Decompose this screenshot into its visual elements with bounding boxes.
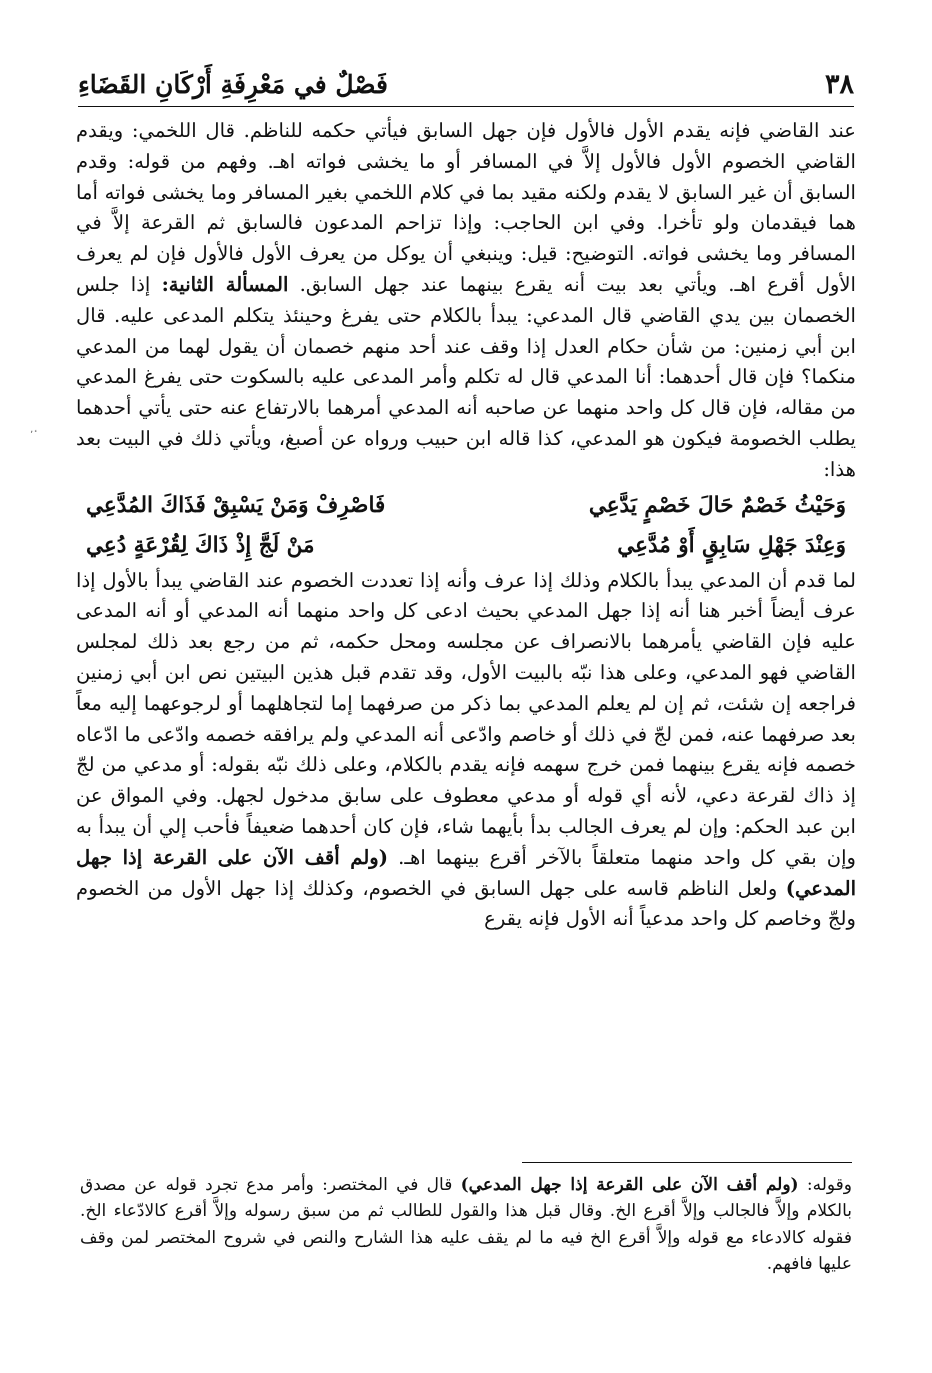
paragraph-2-text: لما قدم أن المدعي يبدأ بالكلام وذلك إذا عرف وأنه إذا تعددت الخصوم عند القاضي يبدأ بالأول إذا عرف أيضاً أخبر هنا أنه إذا جهل المدعي بحيث ادعى كل واحد منهما أنه المدعي أو أنه المدعى عليه فإن القاضي يأمرهما بالانصراف عن مجلسه ومحل حكمه، ثم من رجع بعد ذلك لمجلس القاضي فهو المدعي، وعلى هذا نبّه بالبيت الأول، وقد تقدم قبل هذين البيتين نص ابن أبي زمنين فراجعه إن شئت، ثم إن لم يعلم المدعي بما ذكر من صرفهما إما لتجاهلهما أو لرجوعهما إليه معاً بعد صرفهما عنه، فمن لجّ في ذلك أو خاصم وادّعى أنه المدعي ولم يرافقه خصمه وادّعى ما ادّعاه خصمه فإنه يقرع بينهما فمن خرج سهمه فإنه يقدم بالكلام، وعلى ذلك نبّه بقوله: أو مدعي من لجّ إذ ذاك لقرعة دعي، لأنه أي قوله أو مدعي معطوف على سابق مدخول لجهل. وفي المواق عن ابن عبد الحكم: وإن لم يعرف الجالب بدأ بأيهما شاء، فإن كان أحدهما ضعيفاً فأحب إلي أن يبدأ به وإن بقي كل واحد منهما متعلقاً بالآخر أقرع بينهما اهـ. xyxy=(76,568,857,869)
footnote-divider xyxy=(522,1162,852,1163)
paragraph-1 xyxy=(76,116,856,486)
footnote xyxy=(80,1172,852,1277)
section-heading-second-issue: المسألة الثانية: xyxy=(161,272,289,296)
main-text xyxy=(76,116,856,935)
verse-line-1 xyxy=(76,486,856,526)
verse-1-second-hemistich: فَاصْرِفْ وَمَنْ يَسْبِقْ فَذَاكَ المُدَّعِي xyxy=(86,492,386,518)
paragraph-1-text: عند القاضي فإنه يقدم الأول فالأول فإن جهل السابق فيأتي حكمه للناظم. قال اللخمي: ويقدم القاضي الخصوم الأول فالأول إلاَّ في المسافر أو ما يخشى فواته اهـ. وفهم من قوله: وقدم السابق أن غير السابق لا يقدم ولكنه مقيد بما في كلام اللخمي بغير المسافر وما يخشى فواته أما هما فيقدمان ولو تأخرا. وفي ابن الحاجب: وإذا تزاحم المدعون فالسابق ثم القرعة إلاَّ في المسافر وما يخشى فواته. التوضيح: قيل: وينبغي أن يوكل من يعرف الأول فالأول فإن لم يعرف الأول أقرع اهـ. ويأتي بعد بيت أنه يقرع بينهما عند جهل السابق. xyxy=(76,119,857,296)
footnote-quoted-phrase: (ولم أقف الآن على القرعة إذا جهل المدعي) xyxy=(460,1175,799,1195)
margin-mark: ٬ ٔ xyxy=(30,430,37,441)
footnote-text: قال في المختصر: وأمر مدع تجرد قوله عن مصدق بالكلام وإلاَّ فالجالب وإلاَّ أقرع الخ. وقال قبل هذا والقول للطالب ثم من سبق رسوله وإلاَّ أقرع كالادّعاء الخ. فقوله كالادعاء مع قوله وإلاَّ أقرع الخ فيه ما لم يقف عليه هذا الشارح والنص في شروح المختصر لمن وقف عليها فافهم. xyxy=(80,1175,852,1274)
verse-1-first-hemistich: وَحَيْثُ خَصْمٌ حَالَ خَصْمٍ يَدَّعِي xyxy=(588,492,846,518)
page-header xyxy=(78,62,854,107)
page-number: ٣٨ xyxy=(824,68,854,100)
verse-2-first-hemistich: وَعِنْدَ جَهْلِ سَابِقٍ أَوْ مُدَّعِي xyxy=(617,532,846,558)
running-title: فَصْلٌ في مَعْرِفَةِ أَرْكَانِ القَضَاءِ xyxy=(78,69,388,99)
verse-2-second-hemistich: مَنْ لَجَّ إِذْ ذَاكَ لِقُرْعَةٍ دُعِي xyxy=(86,532,315,558)
paragraph-1-rest: إذا جلس الخصمان بين يدي القاضي قال المدعي: يبدأ بالكلام حتى يفرغ وحينئذ يتكلم المدعى عليه. قال ابن أبي زمنين: من شأن حكام العدل إذا وقف عند أحد منهم خصمان أن يقول لهما من المدعي منكما؟ فإن قال أحدهما: أنا المدعي قال له تكلم وأمر المدعى عليه بالسكوت حتى يفرغ المدعي من مقاله، فإن قال كل واحد منهما عن صاحبه أنه المدعي أمرهما بالارتفاع عنه حتى يأتي أحدهما يطلب الخصومة فيكون هو المدعي، كذا قاله ابن حبيب ورواه عن أصبغ، ويأتي ذلك في البيت بعد هذا: xyxy=(76,272,856,481)
footnote-lead: وقوله: xyxy=(806,1175,852,1195)
footnote-paragraph xyxy=(80,1172,852,1277)
verse-line-2 xyxy=(76,526,856,566)
paragraph-2-rest: ولعل الناظم قاسه على جهل السابق في الخصوم، وكذلك إذا جهل الأول من الخصوم ولجّ وخاصم كل واحد مدعياً أنه الأول فإنه يقرع xyxy=(76,876,856,931)
paragraph-2 xyxy=(76,566,856,936)
quoted-phrase: (ولم أقف الآن على القرعة إذا جهل المدعي) xyxy=(76,845,857,900)
